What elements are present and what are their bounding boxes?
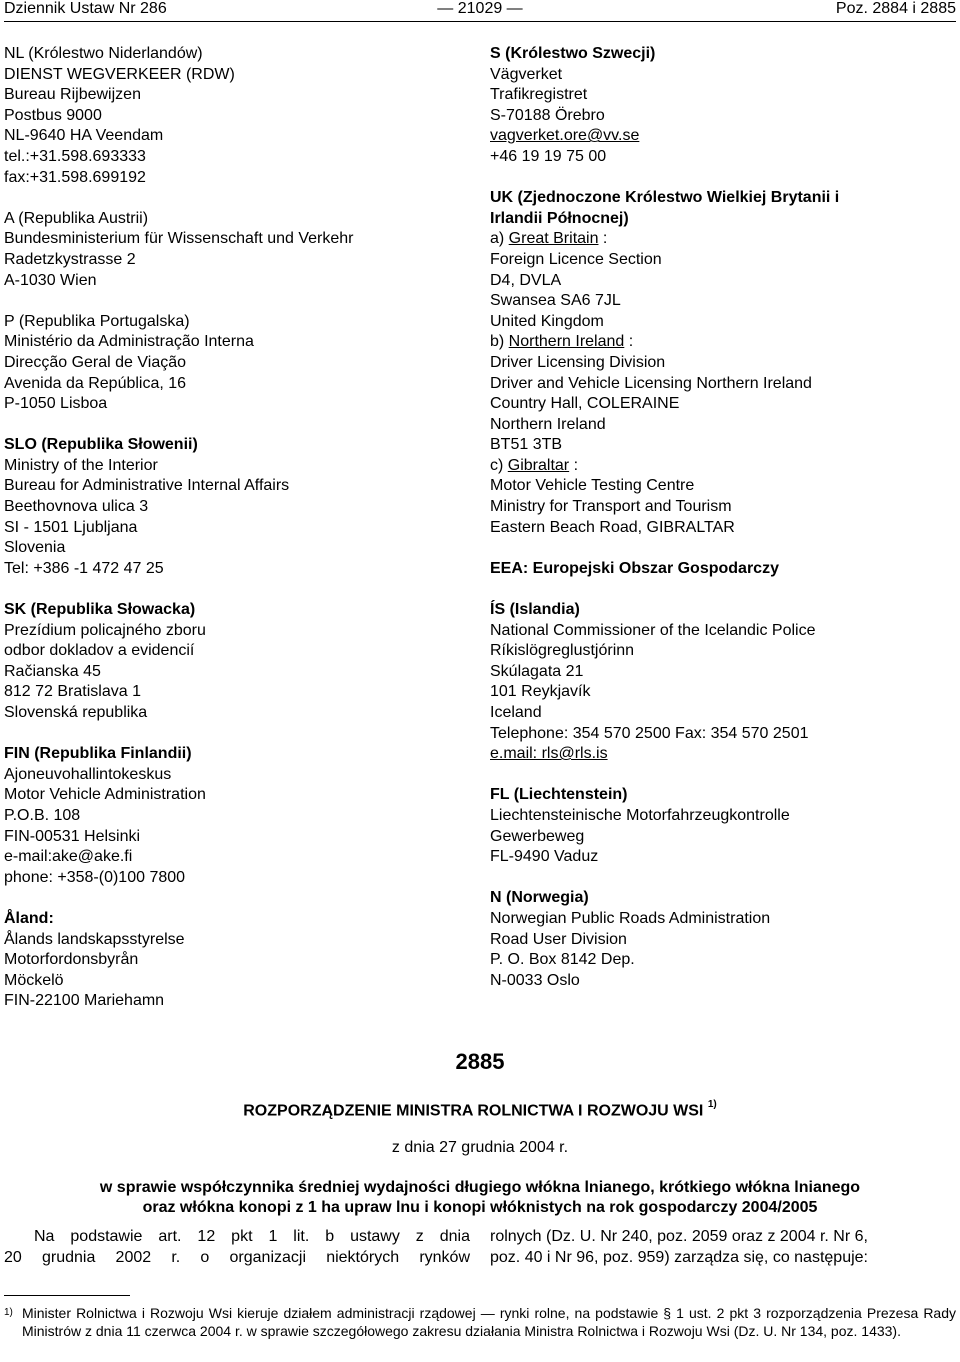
- address-line: NL-9640 HA Veendam: [4, 127, 164, 145]
- address-line: Motor Vehicle Testing Centre: [490, 477, 695, 495]
- region-name: Northern Ireland: [508, 333, 625, 351]
- address-line: Road User Division: [490, 930, 627, 948]
- address-line: Iceland: [490, 704, 542, 721]
- address-line: tel.:+31.598.693333: [4, 147, 146, 165]
- address-line: e-mail:ake@ake.fi: [4, 848, 133, 866]
- region-prefix: c): [490, 456, 508, 474]
- address-block: [4, 909, 474, 1012]
- country-heading: SLO (Republika Słowenii): [4, 436, 198, 454]
- address-line: SI - 1501 Ljubljana: [4, 518, 138, 536]
- country-heading: SK (Republika Słowacka): [4, 601, 196, 619]
- address-line: DIENST WEGVERKEER (RDW): [4, 65, 235, 83]
- address-block: [490, 888, 956, 991]
- address-line: Postbus 9000: [4, 106, 102, 124]
- address-line: S-70188 Örebro: [490, 106, 605, 124]
- address-line: Motorfordonsbyrån: [4, 951, 139, 969]
- address-line: +46 19 19 75 00: [490, 147, 607, 165]
- right-address-column: [490, 44, 956, 1012]
- address-line: Eastern Beach Road, GIBRALTAR: [490, 518, 735, 536]
- address-line: Ministry for Transport and Tourism: [490, 498, 732, 516]
- address-line: NL (Królestwo Niderlandów): [4, 45, 203, 62]
- address-line: Vägverket: [490, 65, 563, 83]
- act-number: 2885: [455, 1049, 505, 1074]
- address-block: [490, 600, 956, 765]
- address-block: [4, 435, 474, 579]
- footnote-rule: [4, 1295, 130, 1296]
- footnote-mark: 1): [4, 1307, 13, 1318]
- address-line: Ålands landskapsstyrelse: [4, 930, 185, 948]
- address-line: United Kingdom: [490, 312, 604, 330]
- address-line: Skúlagata 21: [490, 662, 584, 680]
- address-line: Gewerbeweg: [490, 827, 585, 845]
- address-block: [4, 209, 474, 291]
- address-line: phone: +358-(0)100 7800: [4, 868, 186, 886]
- address-line: FIN-22100 Mariehamn: [4, 992, 165, 1010]
- address-line: Bureau for Administrative Internal Affairs: [4, 477, 290, 495]
- country-heading: UK (Zjednoczone Królestwo Wielkiej Brytanii i: [490, 189, 840, 207]
- address-line: A (Republika Austrii): [4, 209, 149, 227]
- region-label: [490, 332, 956, 353]
- country-heading: N (Norwegia): [490, 889, 589, 907]
- address-line: FL-9490 Vaduz: [490, 848, 599, 866]
- country-heading: EEA: Europejski Obszar Gospodarczy: [490, 559, 779, 577]
- address-line: BT51 3TB: [490, 436, 563, 454]
- address-line: Swansea SA6 7JL: [490, 292, 621, 310]
- region-name: Gibraltar: [507, 456, 570, 474]
- address-line: FIN-00531 Helsinki: [4, 827, 141, 845]
- address-line: Möckelö: [4, 971, 64, 989]
- preamble-line: Na podstawie art. 12 pkt 1 lit. b ustawy z dnia: [34, 1228, 470, 1245]
- address-line: P.O.B. 108: [4, 806, 81, 824]
- journal-title: Dziennik Ustaw Nr 286: [4, 0, 167, 17]
- act-subject: [30, 1178, 930, 1218]
- address-line: D4, DVLA: [490, 271, 562, 289]
- address-block: [490, 785, 956, 867]
- address-line: A-1030 Wien: [4, 271, 97, 289]
- preamble-left: [4, 1226, 470, 1268]
- left-address-column: [4, 44, 474, 1033]
- address-block: [4, 312, 474, 415]
- address-line: Prezídium policajného zboru: [4, 621, 206, 639]
- act-title-footnote-mark: 1): [707, 1099, 717, 1110]
- region-label: [490, 229, 956, 250]
- address-line: fax:+31.598.699192: [4, 168, 146, 186]
- address-block: [490, 44, 956, 168]
- footnote-text: Minister Rolnictwa i Rozwoju Wsi kieruje działem administracji rządowej — rynki rolne, na podstawie § 1 ust. 2 pkt 3 rozporządzenia Prezesa Rady Ministrów z dnia 11 czerwca 2004 r. w sprawie szczegółowego zakresu działania Ministra Rolnictwa i Rozwoju Wsi (Dz. U. Nr 134, poz. 1433).: [22, 1305, 956, 1339]
- address-line: Northern Ireland: [490, 415, 606, 433]
- address-line: Bureau Rijbewijzen: [4, 86, 141, 104]
- address-line: Ministério da Administração Interna: [4, 333, 254, 351]
- address-line: Trafikregistret: [490, 86, 588, 104]
- address-line: Motor Vehicle Administration: [4, 786, 206, 804]
- country-heading: FL (Liechtenstein): [490, 786, 628, 804]
- country-heading: ÍS (Islandia): [490, 601, 580, 619]
- address-line: 812 72 Bratislava 1: [4, 683, 141, 701]
- email-link[interactable]: e.mail: rls@rls.is: [490, 745, 608, 763]
- address-line: P-1050 Lisboa: [4, 395, 108, 413]
- act-title-text: ROZPORZĄDZENIE MINISTRA ROLNICTWA I ROZWOJU WSI: [243, 1102, 704, 1120]
- address-line: Telephone: 354 570 2500 Fax: 354 570 2501: [490, 724, 809, 742]
- address-line: Ministry of the Interior: [4, 456, 158, 474]
- country-heading: Irlandii Północnej): [490, 209, 629, 227]
- act-subject-line: oraz włókna konopi z 1 ha upraw lnu i konopi włóknistych na rok gospodarczy 2004/2005: [142, 1199, 818, 1216]
- address-block: [490, 188, 956, 538]
- address-line: Bundesministerium für Wissenschaft und Verkehr: [4, 230, 354, 248]
- country-heading: S (Królestwo Szwecji): [490, 45, 656, 62]
- address-line: Slovenská republika: [4, 704, 148, 721]
- address-line: Račianska 45: [4, 662, 101, 680]
- address-line: P (Republika Portugalska): [4, 312, 190, 330]
- address-line: National Commissioner of the Icelandic Police: [490, 621, 816, 639]
- region-suffix: :: [569, 456, 579, 474]
- address-line: 101 Reykjavík: [490, 683, 591, 701]
- region-prefix: a): [490, 230, 509, 248]
- address-block: [4, 600, 474, 724]
- address-line: Norwegian Public Roads Administration: [490, 909, 771, 927]
- address-line: Driver and Vehicle Licensing Northern Ireland: [490, 374, 812, 392]
- page-header: [0, 0, 960, 22]
- address-line: Foreign Licence Section: [490, 250, 662, 268]
- address-line: Liechtensteinische Motorfahrzeugkontrolle: [490, 806, 790, 824]
- address-block: [490, 559, 956, 580]
- position-reference: Poz. 2884 i 2885: [835, 0, 956, 17]
- page-number: — 21029 —: [437, 0, 523, 17]
- header-rule: [4, 21, 956, 22]
- address-line: Avenida da República, 16: [4, 374, 187, 392]
- act-date: z dnia 27 grudnia 2004 r.: [391, 1139, 569, 1156]
- act-subject-line: w sprawie współczynnika średniej wydajności długiego włókna lnianego, krótkiego włókna lnianego: [99, 1179, 861, 1196]
- address-line: Tel: +386 -1 472 47 25: [4, 559, 164, 577]
- region-suffix: :: [598, 230, 608, 248]
- address-line: odbor dokladov a evidencií: [4, 642, 195, 660]
- address-line: Beethovnova ulica 3: [4, 498, 149, 516]
- country-heading: Åland:: [4, 909, 54, 927]
- footnote: [4, 1304, 956, 1340]
- preamble-right: [490, 1226, 956, 1268]
- address-line: Direcção Geral de Viação: [4, 353, 187, 371]
- address-line: Ríkislögreglustjórinn: [490, 642, 635, 660]
- address-line: Driver Licensing Division: [490, 353, 666, 371]
- preamble-line: 20 grudnia 2002 r. o organizacji niektórych rynków: [4, 1249, 470, 1266]
- region-name: Great Britain: [508, 230, 599, 248]
- act-title: [0, 1097, 960, 1121]
- address-block: [4, 744, 474, 888]
- preamble-line: poz. 40 i Nr 96, poz. 959) zarządza się, co następuje:: [490, 1249, 868, 1266]
- address-block: [4, 44, 474, 188]
- email-link[interactable]: vagverket.ore@vv.se: [490, 127, 640, 145]
- address-line: Slovenia: [4, 539, 66, 557]
- preamble-line: rolnych (Dz. U. Nr 240, poz. 2059 oraz z 2004 r. Nr 6,: [490, 1228, 868, 1245]
- address-line: N-0033 Oslo: [490, 971, 580, 989]
- address-line: Ajoneuvohallintokeskus: [4, 765, 172, 783]
- region-prefix: b): [490, 333, 509, 351]
- address-line: P. O. Box 8142 Dep.: [490, 951, 635, 969]
- address-line: Country Hall, COLERAINE: [490, 395, 680, 413]
- country-heading: FIN (Republika Finlandii): [4, 745, 192, 763]
- region-suffix: :: [624, 333, 634, 351]
- address-line: Radetzkystrasse 2: [4, 250, 136, 268]
- region-label: [490, 456, 956, 477]
